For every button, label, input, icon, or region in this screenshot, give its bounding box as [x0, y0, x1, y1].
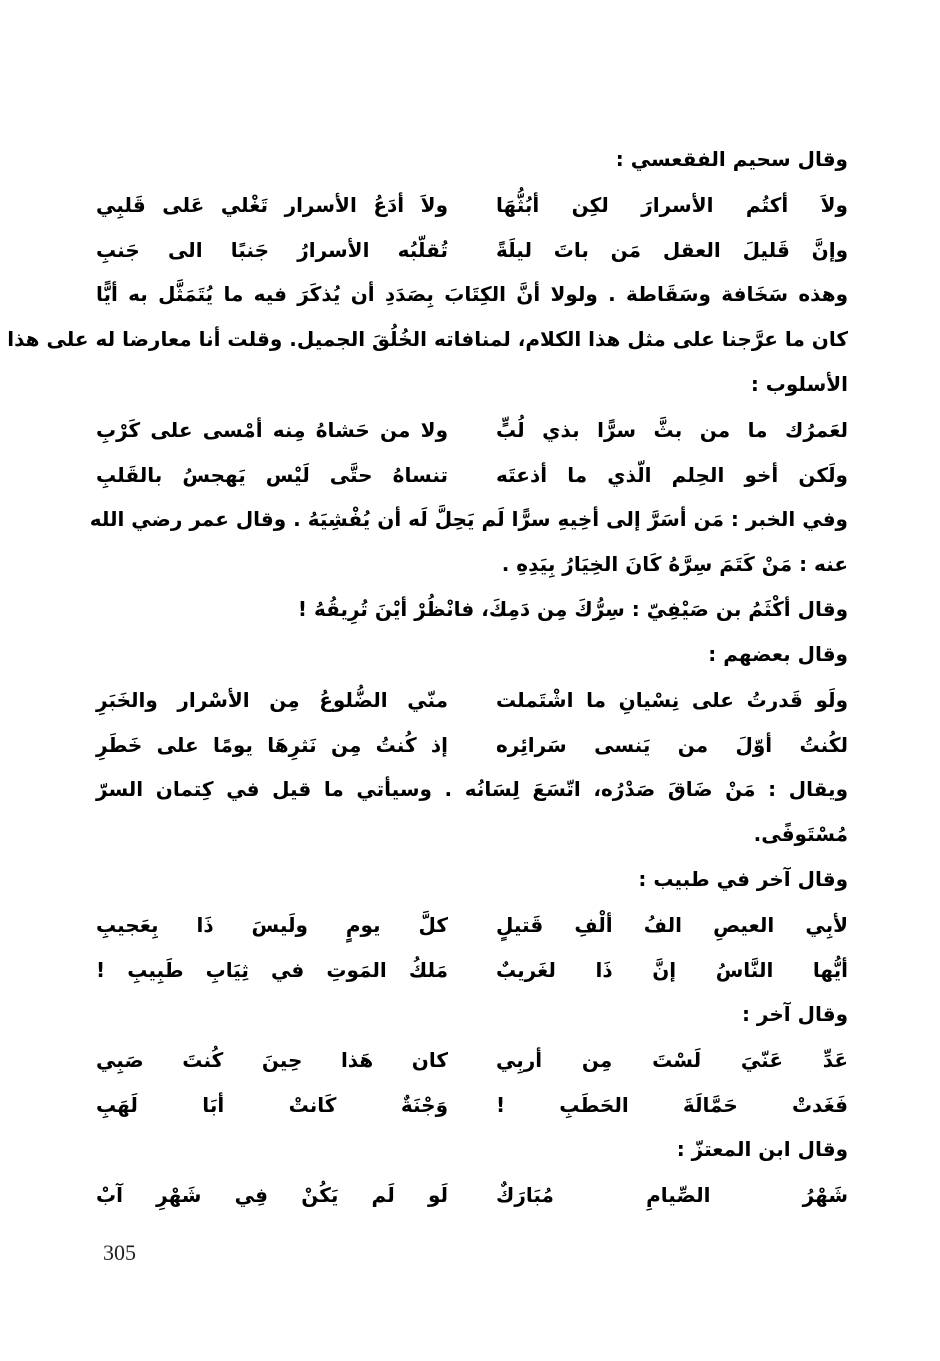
- prose-line: وقال سحيم الفقعسي :: [615, 147, 848, 171]
- prose-line: عنه : مَنْ كَتَمَ سِرَّهُ كَانَ الخِيَارُ بِيَدِهِ .: [501, 552, 848, 576]
- verse-line: [96, 1082, 848, 1127]
- page-text: [7, 137, 848, 1217]
- verse-second-hemistich: تنساهُ حتَّى لَيْس يَهجسُ بالقَلبِ: [96, 462, 448, 487]
- verse-second-hemistich: منّي الضُّلوعُ مِن الأسْرار والخَبَرِ: [96, 687, 448, 712]
- verse-second-hemistich: كلَّ يومٍ ولَيسَ ذَا بِعَجيبِ: [96, 912, 448, 937]
- verse-first-hemistich: ولاَ أكتُم الأسرارَ لكِن أبُثُّهَا: [496, 192, 848, 217]
- prose-line: وقال آخر في طبيب :: [638, 867, 848, 891]
- verse-line: [96, 677, 848, 722]
- verse-second-hemistich: تُقلّبُه الأسرارُ جَنبًا الى جَنبِ: [96, 237, 448, 262]
- verse-second-hemistich: وَجْنَةٌ كَانتْ أبَا لَهَبِ: [96, 1092, 448, 1117]
- verse-line: [96, 1172, 848, 1217]
- verse-line: [96, 947, 848, 992]
- prose-line: كان ما عرَّجنا على مثل هذا الكلام، لمنافاته الخُلُقَ الجميل. وقلت أنا معارضا له على هذا: [7, 327, 848, 351]
- verse-line: [96, 902, 848, 947]
- verse-line: [96, 227, 848, 272]
- verse-second-hemistich: لَو لَم يَكُنْ فِي شَهْرِ آبْ: [96, 1182, 448, 1207]
- prose-line: وقال ابن المعتزّ :: [676, 1137, 848, 1161]
- verse-line: [96, 452, 848, 497]
- verse-line: [96, 722, 848, 767]
- prose-line: الأسلوب :: [750, 372, 848, 396]
- prose-line: مُسْتَوفًى.: [753, 822, 848, 846]
- page-number: 305: [103, 1240, 136, 1265]
- verse-second-hemistich: إذ كُنتُ مِن نَثرِهَا يومًا على خَطَرِ: [96, 732, 448, 757]
- verse-first-hemistich: شَهْرُ الصِّيامِ مُبَارَكٌ: [496, 1182, 848, 1207]
- verse-line: [96, 407, 848, 452]
- verse-first-hemistich: ولَكن أخو الحِلم الّذي ما أذعتَه: [496, 462, 848, 487]
- verse-line: [96, 182, 848, 227]
- verse-first-hemistich: أيُّها النَّاسُ إنَّ ذَا لغَريبٌ: [496, 957, 848, 982]
- prose-line: وفي الخبر : مَن أسَرَّ إلى أخِيهِ سرًّا لَم يَحِلَّ لَه أن يُفْشِيَهُ . وقال عمر رضي الله: [89, 507, 848, 531]
- verse-first-hemistich: وإنَّ قَليلَ العقل مَن باتَ ليلَةً: [496, 237, 848, 262]
- verse-first-hemistich: لعَمرُك ما من بثَّ سرًّا بذي لُبٍّ: [496, 417, 848, 442]
- verse-second-hemistich: مَلكُ المَوتِ في ثِيَابِ طَبِيبِ !: [96, 957, 448, 982]
- verse-first-hemistich: ولَو قَدرتُ على نِسْيانِ ما اشْتَملت: [496, 687, 848, 712]
- prose-line: وقال أكْثَمُ بن صَيْفِيّ : سِرُّكَ مِن دَمِكَ، فانْظُرْ أيْنَ تُرِيقُهُ !: [297, 597, 848, 621]
- prose-line: ويقال : مَنْ ضَاقَ صَدْرُه، اتّسَعَ لِسَانُه . وسيأتي ما قيل في كِتمان السرّ: [96, 777, 848, 801]
- verse-first-hemistich: لأبِي العيصِ الفُ ألْفِ قَتيلٍ: [496, 912, 848, 937]
- verse-line: [96, 1037, 848, 1082]
- verse-second-hemistich: كان هَذا حِينَ كُنتَ صَبِي: [96, 1047, 448, 1072]
- verse-second-hemistich: ولاَ أدَعُ الأسرار تَغْلي عَلى قَلبِي: [96, 192, 448, 217]
- verse-first-hemistich: لكُنتُ أوّلَ من يَنسى سَرائِره: [496, 732, 848, 757]
- prose-line: وقال بعضهم :: [708, 642, 848, 666]
- verse-first-hemistich: عَدِّ عَنّيَ لَسْتَ مِن أربِي: [496, 1047, 848, 1072]
- prose-line: وهذه سَخَافة وسَقَاطة . ولولا أنَّ الكِتَابَ بِصَدَدِ أن يُذكَرَ فيه ما يُتَمَثَّل به أيًّا: [96, 282, 848, 306]
- prose-line: وقال آخر :: [741, 1002, 848, 1026]
- verse-second-hemistich: ولا من حَشاهُ مِنه أمْسى على كَرْبِ: [96, 417, 448, 442]
- verse-first-hemistich: فَغَدتْ حَمَّالَةَ الحَطَبِ !: [496, 1092, 848, 1117]
